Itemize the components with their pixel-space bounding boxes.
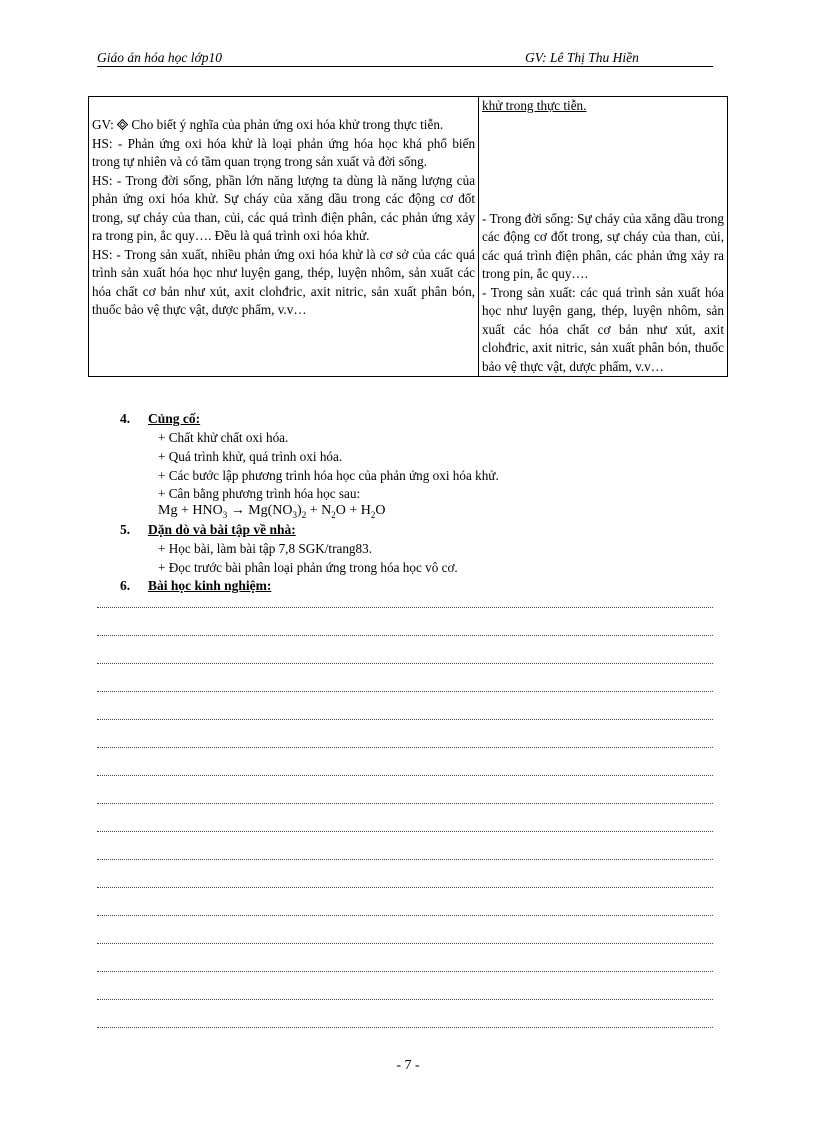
list-item: + Chất khử chất oxi hóa. <box>158 430 289 445</box>
blank-line <box>97 719 713 720</box>
list-item: + Học bài, làm bài tập 7,8 SGK/trang83. <box>158 541 373 556</box>
diamond-icon <box>117 119 128 130</box>
hs-answer-1: HS: - Phản ứng oxi hóa khử là loại phản ứng hóa học khá phổ biến trong tự nhiên và có tầm quan trọng trong sản xuất và đời sống. <box>92 135 476 169</box>
blank-line <box>97 943 713 944</box>
table-row <box>89 97 728 377</box>
chemical-equation: $Mg + HNO_3 \to Mg(NO_3)_2 + N_2O + H_2O$ <box>158 503 386 520</box>
list-item: + Cân bằng phương trình hóa học sau: <box>158 486 361 501</box>
blank-line <box>97 691 713 692</box>
list-item: + Đọc trước bài phân loại phản ứng trong hóa học vô cơ. <box>158 560 458 575</box>
blank-line <box>97 803 713 804</box>
content-column <box>479 97 728 377</box>
blank-line <box>97 1027 713 1028</box>
content-top: khử trong thực tiễn. <box>482 98 587 113</box>
blank-line <box>97 635 713 636</box>
page-header <box>97 50 713 67</box>
blank-line <box>97 999 713 1000</box>
header-right: GV: Lê Thị Thu Hiền <box>525 50 639 65</box>
teacher-student-column <box>89 97 479 377</box>
list-item: + Các bước lập phương trình hóa học của phản ứng oxi hóa khử. <box>158 468 499 483</box>
blank-line <box>97 887 713 888</box>
blank-line <box>97 747 713 748</box>
header-left: Giáo án hóa học lớp10 <box>97 50 222 65</box>
section-kinhnghiem-title: 6. Bài học kinh nghiệm: <box>120 578 272 593</box>
blank-line <box>97 859 713 860</box>
content-life: - Trong đời sống: Sự cháy của xăng dầu trong các động cơ đốt trong, sự cháy của than, củi, các quá trình điện phân, các phản ứng xảy ra trong pin, ắc quy…. <box>482 210 724 281</box>
content-production: - Trong sản xuất: các quá trình sản xuất hóa học như luyện gang, thép, luyện nhôm, sản xuất các hóa chất cơ bản như xút, axit clohđric, axit nitric, sản xuất phân bón, thuốc bảo vệ thực vật, dược phẩm, v.v… <box>482 284 724 374</box>
blank-line <box>97 971 713 972</box>
list-item: + Quá trình khử, quá trình oxi hóa. <box>158 449 343 464</box>
blank-line <box>97 663 713 664</box>
blank-line <box>97 831 713 832</box>
blank-line <box>97 775 713 776</box>
gv-question: GV: Cho biết ý nghĩa của phản ứng oxi hóa khử trong thực tiễn. <box>92 117 444 132</box>
page-number: - 7 - <box>396 1058 420 1073</box>
lesson-table <box>88 96 728 377</box>
hs-answer-2: HS: - Trong đời sống, phần lớn năng lượng ta dùng là năng lượng của phản ứng oxi hóa khử. Sự cháy của xăng dầu trong các động cơ đốt trong, sự cháy của than, củi, các quá trình điện phân, các phản ứng xảy ra trong pin, ắc quy…. Đều là quá trình oxi hóa khử. <box>92 172 476 243</box>
section-dando-title: 5. Dặn dò và bài tập về nhà: <box>120 522 296 537</box>
blank-line <box>97 915 713 916</box>
section-cungco-title: 4. Củng cố: <box>120 411 201 426</box>
hs-answer-3: HS: - Trong sản xuất, nhiều phản ứng oxi hóa khử là cơ sở của các quá trình sản xuất hóa học như luyện gang, thép, luyện nhôm, sản xuất các hóa chất cơ bản như xút, axit clohđric, axit nitric, sản xuất phân bón, thuốc bảo vệ thực vật, dược phẩm, v.v… <box>92 246 476 317</box>
blank-line <box>97 607 713 608</box>
